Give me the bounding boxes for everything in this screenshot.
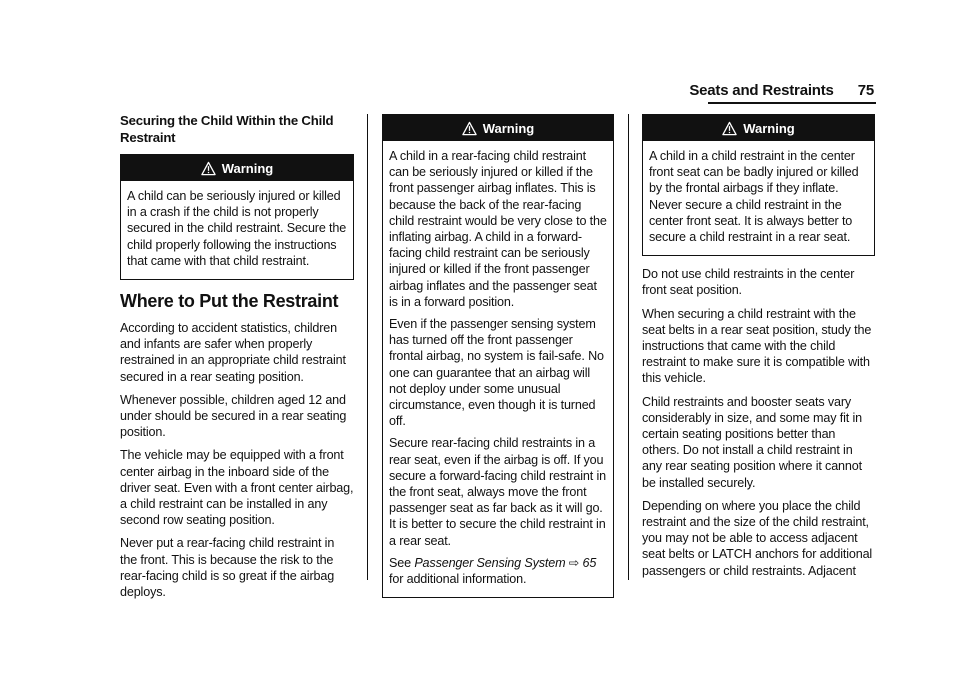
see-prefix: See [389,555,415,570]
warning-body [643,141,874,255]
warning-header [383,115,613,141]
body-paragraph: When securing a child restraint with the seat belts in a rear seat position, study the instructions that came with the child restraint to make sure it is compatible with this vehicle. [642,306,872,386]
warning-triangle-icon [722,121,737,136]
body-paragraph: The vehicle may be equipped with a front center airbag in the inboard side of the driver seat. Even with a front center airbag, a child restraint can be installed in any second row seating position. [120,448,354,528]
body-paragraph: Never put a rear-facing child restraint in the front. This is because the risk to the rear-facing child is so great if the airbag deploys. [120,536,335,600]
warning-box [120,154,354,280]
column-divider [367,114,368,580]
body-paragraph: Depending on where you place the child restraint and the size of the child restraint, you may not be able to access adjacent seat belts or LATCH anchors for additional passengers or child restraints. Adjacent [642,498,873,578]
warning-label: Warning [482,120,535,136]
body-paragraph: Whenever possible, children aged 12 and under should be secured in a rear seating position. [120,392,347,440]
body-paragraph: According to accident statistics, children and infants are safer when properly restrained in an appropriate child restraint secured in a rear seating position. [120,321,346,384]
left-column [120,112,354,607]
section-name: Seats and Restraints [689,82,834,99]
cross-reference-link[interactable]: Passenger Sensing System [414,555,566,570]
page-arrow-icon: ⇨ [568,555,580,570]
see-reference [389,555,607,587]
running-head [689,82,874,99]
column-divider [628,114,629,580]
warning-label: Warning [743,120,795,136]
warning-paragraph: Secure rear-facing child restraints in a rear seat, even if the airbag is off. If you secure a forward-facing child restraint in the front seat, always move the front passenger seat as far back as it will go. It is better to secure the child restraint in a rear seat. [389,436,606,548]
warning-text: A child in a child restraint in the center front seat can be badly injured or killed by the frontal airbags if they inflate. Never secure a child restraint in the center front seat. It is always better to secure a child restraint in a rear seat. [649,149,859,245]
warning-header [643,115,874,141]
body-paragraph: Child restraints and booster seats vary considerably in size, and some may fit in certain seating positions better than others. Do not install a child restraint in any rear seating position where it cannot be installed securely. [642,394,862,490]
warning-triangle-icon [462,121,477,136]
section-title: Where to Put the Restraint [120,291,339,312]
subheading: Securing the Child Within the Child Restraint [120,113,334,145]
see-suffix: for additional information. [389,572,527,587]
warning-triangle-icon [201,161,216,176]
warning-body [383,141,613,597]
reference-page: 65 [582,555,597,570]
warning-box [642,114,875,256]
body-paragraph: Do not use child restraints in the center front seat position. [642,267,855,298]
warning-label: Warning [221,160,274,176]
right-column [642,114,875,586]
page-number: 75 [857,82,874,99]
middle-column [382,114,614,608]
warning-paragraph: Even if the passenger sensing system has turned off the front passenger frontal airbag, no system is fail-safe. No one can guarantee that an airbag will not deploy under some unusual circumstance, even though it is turned off. [389,317,604,429]
warning-box [382,114,614,598]
warning-header [121,155,353,181]
warning-body [121,181,353,279]
warning-paragraph: A child in a rear-facing child restraint can be seriously injured or killed if the front passenger airbag inflates. This is because the back of the rear-facing child restraint would be very close to the inflating airbag. A child in a forward-facing child restraint can be seriously injured or killed if the front passenger airbag inflates and the passenger seat is in a forward position. [389,149,607,309]
header-rule [708,102,876,104]
warning-text: A child can be seriously injured or killed in a crash if the child is not properly secured in the child restraint. Secure the child properly following the instructions that came with that child restraint. [127,189,347,268]
